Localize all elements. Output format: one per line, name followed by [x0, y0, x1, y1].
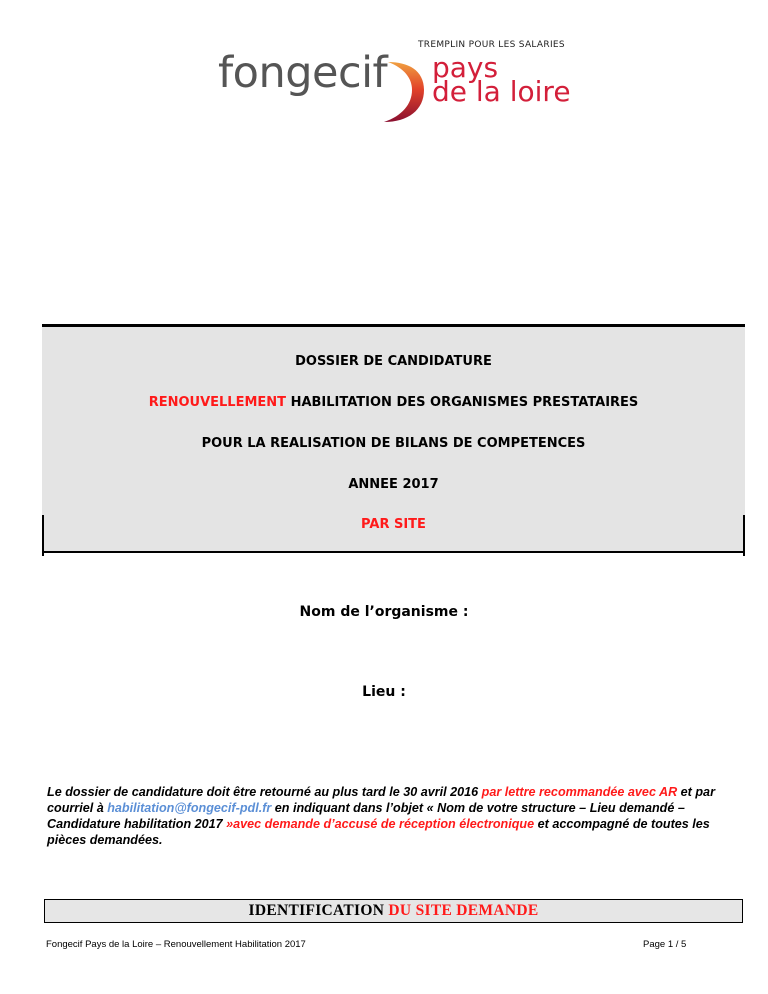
footer-document-title: Fongecif Pays de la Loire – Renouvellement Habilitation 2017	[46, 939, 306, 950]
section-title-red: DU SITE DEMANDE	[388, 902, 539, 919]
title-box-bottom-edge	[42, 551, 745, 553]
footer-page-number: Page 1 / 5	[643, 939, 687, 950]
title-box	[42, 324, 745, 553]
logo-brand: fongecif	[218, 48, 388, 98]
notice-text-4: et accompagné de toutes les pièces demandées.	[47, 817, 710, 847]
logo-swoosh-icon	[378, 56, 430, 126]
notice-registered-letter: par lettre recommandée avec AR	[481, 785, 678, 799]
fongecif-logo	[218, 38, 578, 128]
title-line-par-site: PAR SITE	[361, 517, 426, 532]
section-title-black: IDENTIFICATION	[248, 902, 389, 919]
logo-region	[432, 51, 571, 108]
title-habilitation: HABILITATION DES ORGANISMES PRESTATAIRES	[286, 395, 639, 410]
notice-receipt-request: »avec demande d’accusé de réception électronique	[226, 817, 535, 831]
title-line-renouvellement	[42, 395, 745, 410]
title-box-left-edge	[42, 515, 44, 556]
submission-notice	[47, 784, 737, 848]
notice-email-link[interactable]: habilitation@fongecif-pdl.fr	[107, 801, 272, 815]
title-box-right-edge	[743, 515, 745, 556]
org-name-label: Nom de l’organisme :	[299, 604, 469, 620]
title-line-bilans: POUR LA REALISATION DE BILANS DE COMPETENCES	[201, 436, 586, 451]
logo-tagline: TREMPLIN POUR LES SALARIES	[418, 40, 565, 50]
notice-text-1: Le dossier de candidature doit être retourné au plus tard le 30 avril 2016	[47, 785, 482, 799]
section-identification-heading	[44, 899, 743, 923]
title-line-dossier: DOSSIER DE CANDIDATURE	[295, 354, 492, 369]
title-line-annee: ANNEE 2017	[348, 477, 439, 492]
title-renouvellement-red: RENOUVELLEMENT	[148, 395, 287, 410]
notice-text-3: en indiquant dans l’objet « Nom de votre structure – Lieu demandé – Candidature habilitation 2017	[47, 801, 685, 831]
logo-region-line2: de la loire	[432, 75, 571, 108]
lieu-label: Lieu :	[362, 684, 406, 700]
notice-text-2: et par courriel à	[47, 785, 715, 815]
logo-region-line1: pays	[432, 51, 499, 84]
